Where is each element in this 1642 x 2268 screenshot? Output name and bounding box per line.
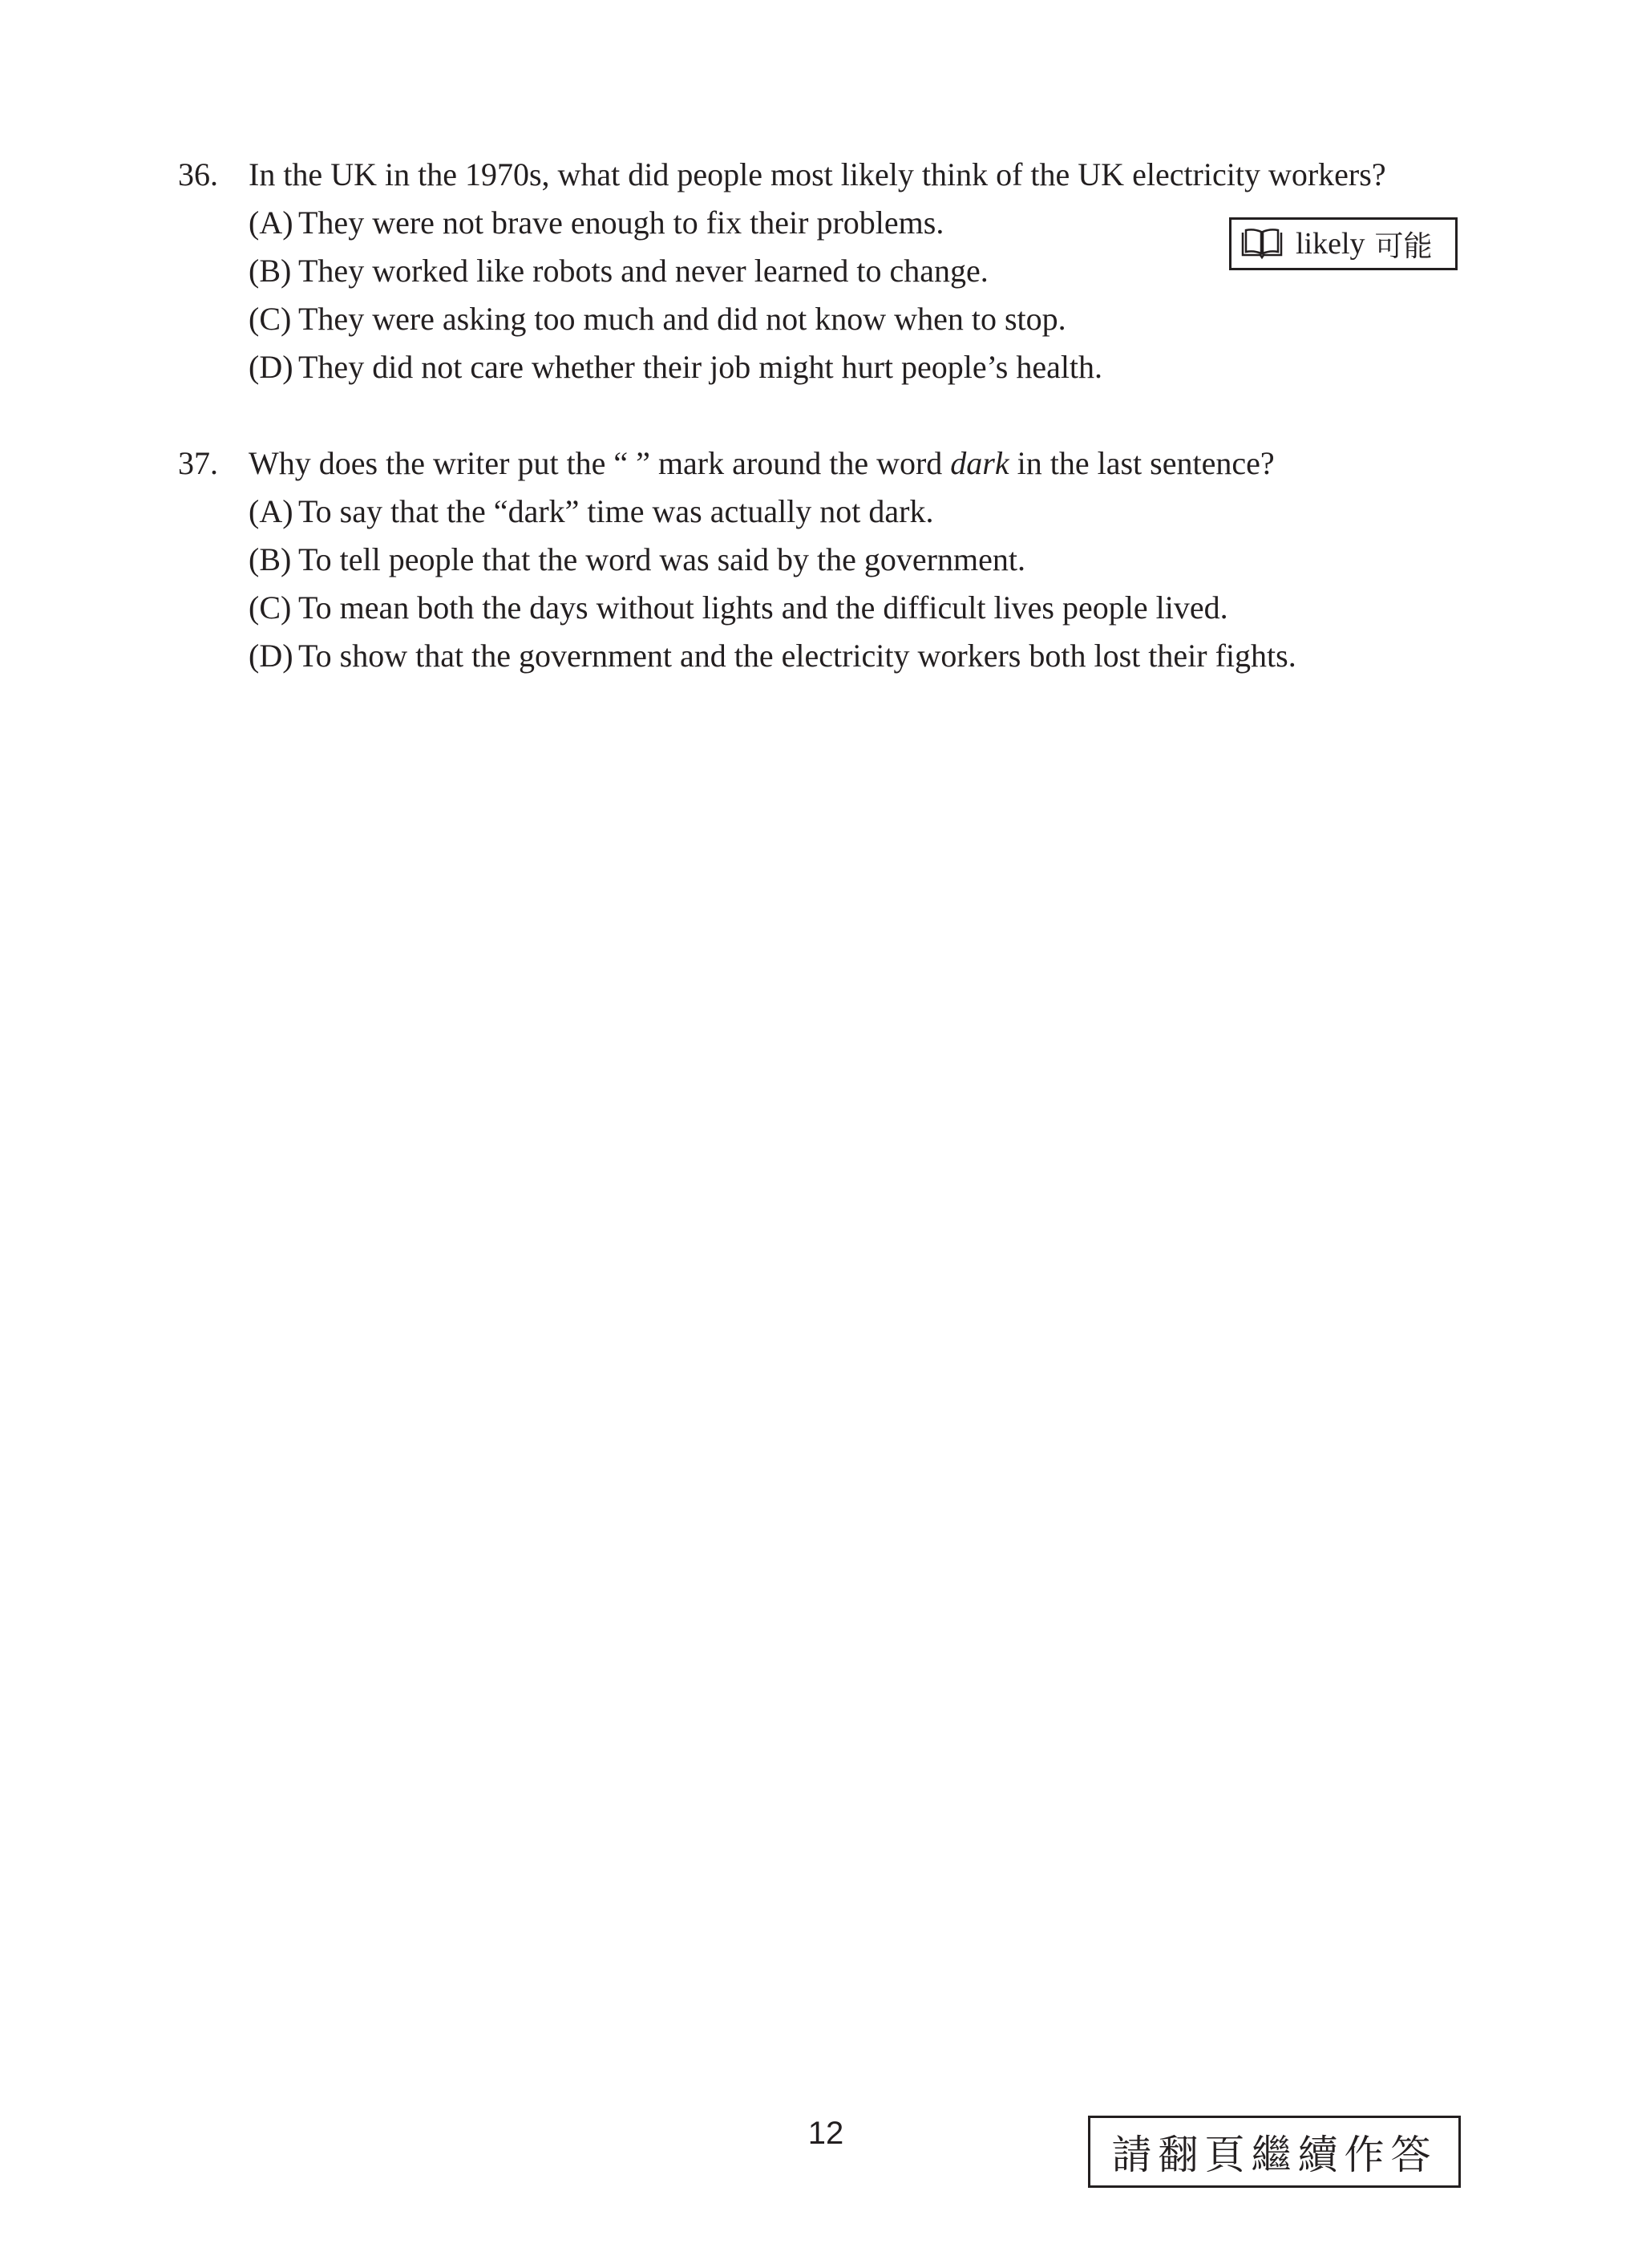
option-letter: (D) (249, 638, 293, 674)
stem-text-before: Why does the writer put the “ ” mark around the word (249, 445, 951, 481)
option-text: To show that the government and the electricity workers both lost their fights. (298, 638, 1296, 674)
page-number: 12 (807, 2116, 844, 2151)
question-number: 36. (178, 156, 218, 192)
question-stem: In the UK in the 1970s, what did people most likely think of the UK electricity workers? (249, 156, 1386, 192)
turn-page-notice (1088, 2116, 1461, 2188)
question-stem (249, 439, 1275, 488)
vocab-note (1229, 217, 1458, 270)
option-text: They worked like robots and never learned to change. (298, 253, 989, 289)
question-37 (178, 439, 1477, 680)
option-c (178, 584, 1477, 632)
turn-page-text: 請翻頁繼續作答 (1111, 2132, 1438, 2178)
option-letter: (C) (249, 301, 292, 337)
option-text: To mean both the days without lights and the difficult lives people lived. (298, 589, 1228, 626)
option-letter: (B) (249, 253, 292, 289)
vocab-word: likely (1296, 227, 1365, 261)
vocab-translation: 可能 (1374, 229, 1433, 263)
option-letter: (C) (249, 589, 292, 626)
option-text: They were not brave enough to fix their problems. (298, 205, 944, 241)
option-letter: (B) (249, 541, 292, 577)
question-stem-line (178, 439, 1477, 488)
option-text: To say that the “dark” time was actually not dark. (298, 493, 934, 529)
option-d (178, 343, 1477, 391)
option-text: They did not care whether their job might hurt people’s health. (298, 349, 1103, 385)
option-a (178, 488, 1477, 536)
book-icon (1240, 228, 1284, 260)
option-text: They were asking too much and did not know when to stop. (298, 301, 1066, 337)
option-c (178, 295, 1477, 343)
option-letter: (D) (249, 349, 293, 385)
option-text: To tell people that the word was said by the government. (298, 541, 1025, 577)
option-letter: (A) (249, 493, 293, 529)
option-d (178, 632, 1477, 680)
option-letter: (A) (249, 205, 293, 241)
question-36 (178, 151, 1477, 391)
stem-italic-word: dark (950, 445, 1009, 481)
question-stem-line (178, 151, 1477, 199)
option-b (178, 536, 1477, 584)
stem-text-after: in the last sentence? (1009, 445, 1275, 481)
question-number: 37. (178, 445, 218, 481)
